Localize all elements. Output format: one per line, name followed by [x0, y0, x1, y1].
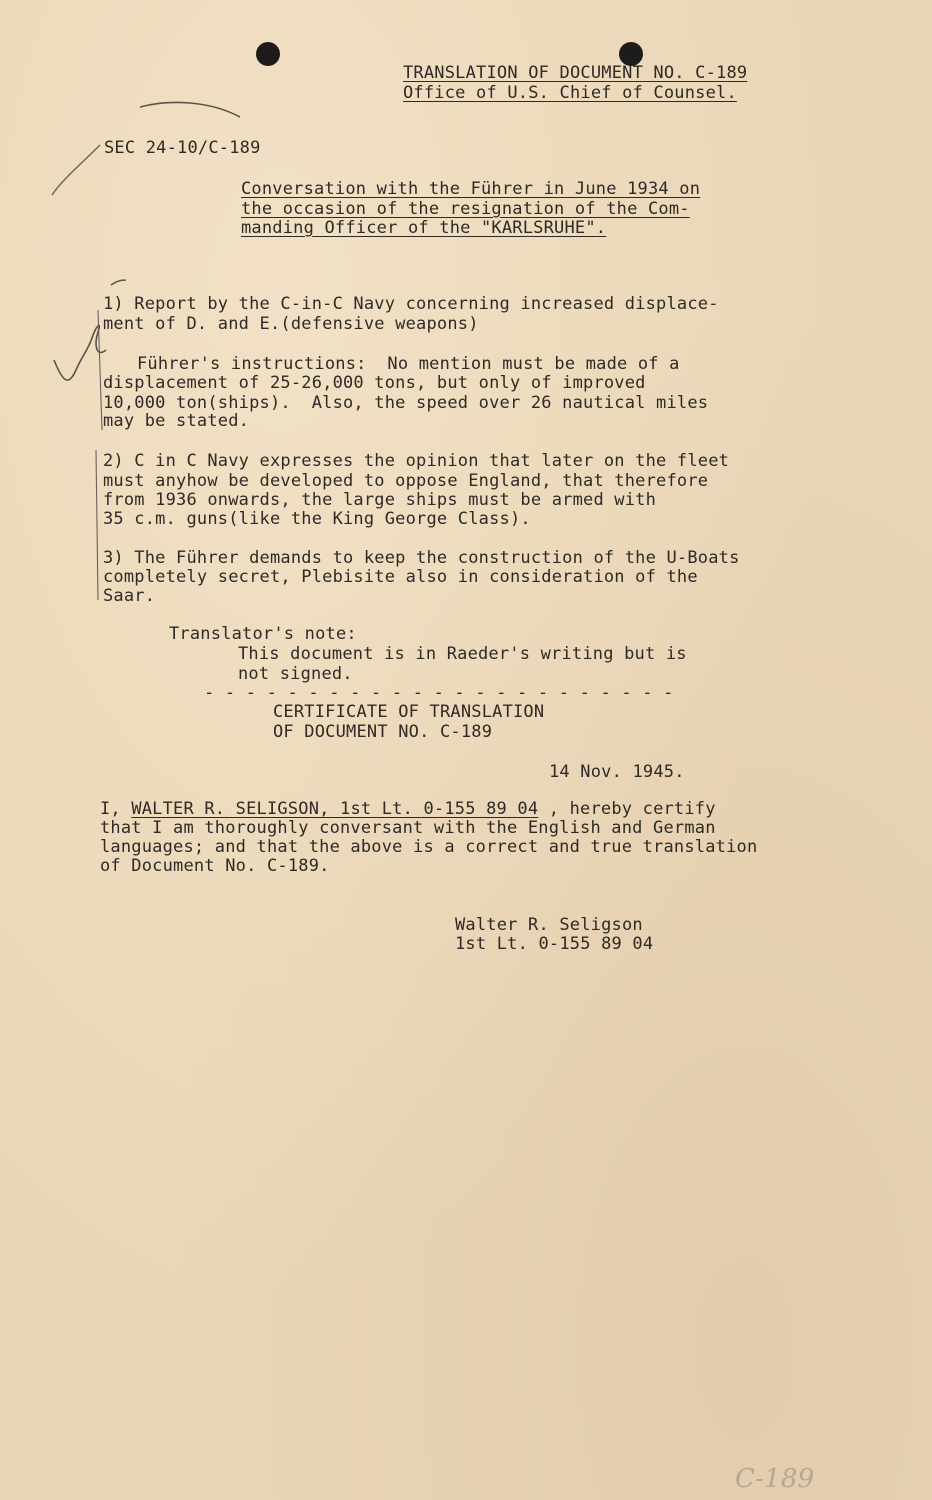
title-line-1: Conversation with the Führer in June 1934 on	[241, 179, 701, 199]
item-2-line-2: must anyhow be developed to oppose England, that therefore	[103, 471, 709, 491]
translator-note-heading: Translator's note:	[169, 624, 357, 644]
item-2-line-1: 2) C in C Navy expresses the opinion that later on the fleet	[103, 451, 730, 471]
certificate-heading-1: CERTIFICATE OF TRANSLATION	[273, 702, 545, 722]
title-line-3: manding Officer of the "KARLSRUHE".	[241, 218, 607, 238]
certification-suffix: , hereby certify	[538, 799, 716, 819]
header-line-1: TRANSLATION OF DOCUMENT NO. C-189	[403, 63, 748, 83]
certification-line-2: that I am thoroughly conversant with the English and German	[100, 818, 716, 838]
signature-name: Walter R. Seligson	[455, 915, 643, 935]
instructions-line-1: Führer's instructions: No mention must be made of a	[137, 354, 680, 374]
punch-hole-left	[256, 42, 280, 66]
item-2-line-3: from 1936 onwards, the large ships must be armed with	[103, 490, 657, 510]
item-2-line-4: 35 c.m. guns(like the King George Class).	[103, 509, 531, 529]
handwritten-footer-number: C-189	[735, 1464, 815, 1494]
item-1-line-2: ment of D. and E.(defensive weapons)	[103, 314, 479, 334]
certification-prefix: I,	[100, 799, 132, 819]
instructions-line-3: 10,000 ton(ships). Also, the speed over 26 nautical miles	[103, 393, 709, 413]
translator-note-line-1: This document is in Raeder's writing but is	[238, 644, 687, 664]
title-line-2: the occasion of the resignation of the Com-	[241, 199, 690, 219]
certificate-date: 14 Nov. 1945.	[549, 762, 685, 782]
section-divider: - - - - - - - - - - - - - - - - - - - - - - -	[204, 683, 674, 703]
item-3-line-1: 3) The Führer demands to keep the construction of the U-Boats	[103, 548, 740, 568]
reference-number: SEC 24-10/C-189	[104, 138, 261, 158]
item-3-line-2: completely secret, Plebisite also in consideration of the	[103, 567, 698, 587]
certificate-heading-2: OF DOCUMENT NO. C-189	[273, 722, 493, 742]
instructions-line-2: displacement of 25-26,000 tons, but only of improved	[103, 373, 646, 393]
item-1-line-1: 1) Report by the C-in-C Navy concerning increased displace-	[103, 294, 719, 314]
item-3-line-3: Saar.	[103, 586, 156, 606]
instructions-line-4: may be stated.	[103, 411, 250, 431]
certification-line-4: of Document No. C-189.	[100, 856, 330, 876]
translator-name-underlined: WALTER R. SELIGSON, 1st Lt. 0-155 89 04	[131, 799, 539, 819]
certification-line-1	[100, 800, 716, 819]
translator-note-line-2: not signed.	[238, 664, 353, 684]
signature-rank: 1st Lt. 0-155 89 04	[455, 934, 654, 954]
certification-line-3: languages; and that the above is a correct and true translation	[100, 837, 758, 857]
header-line-2: Office of U.S. Chief of Counsel.	[403, 83, 737, 103]
